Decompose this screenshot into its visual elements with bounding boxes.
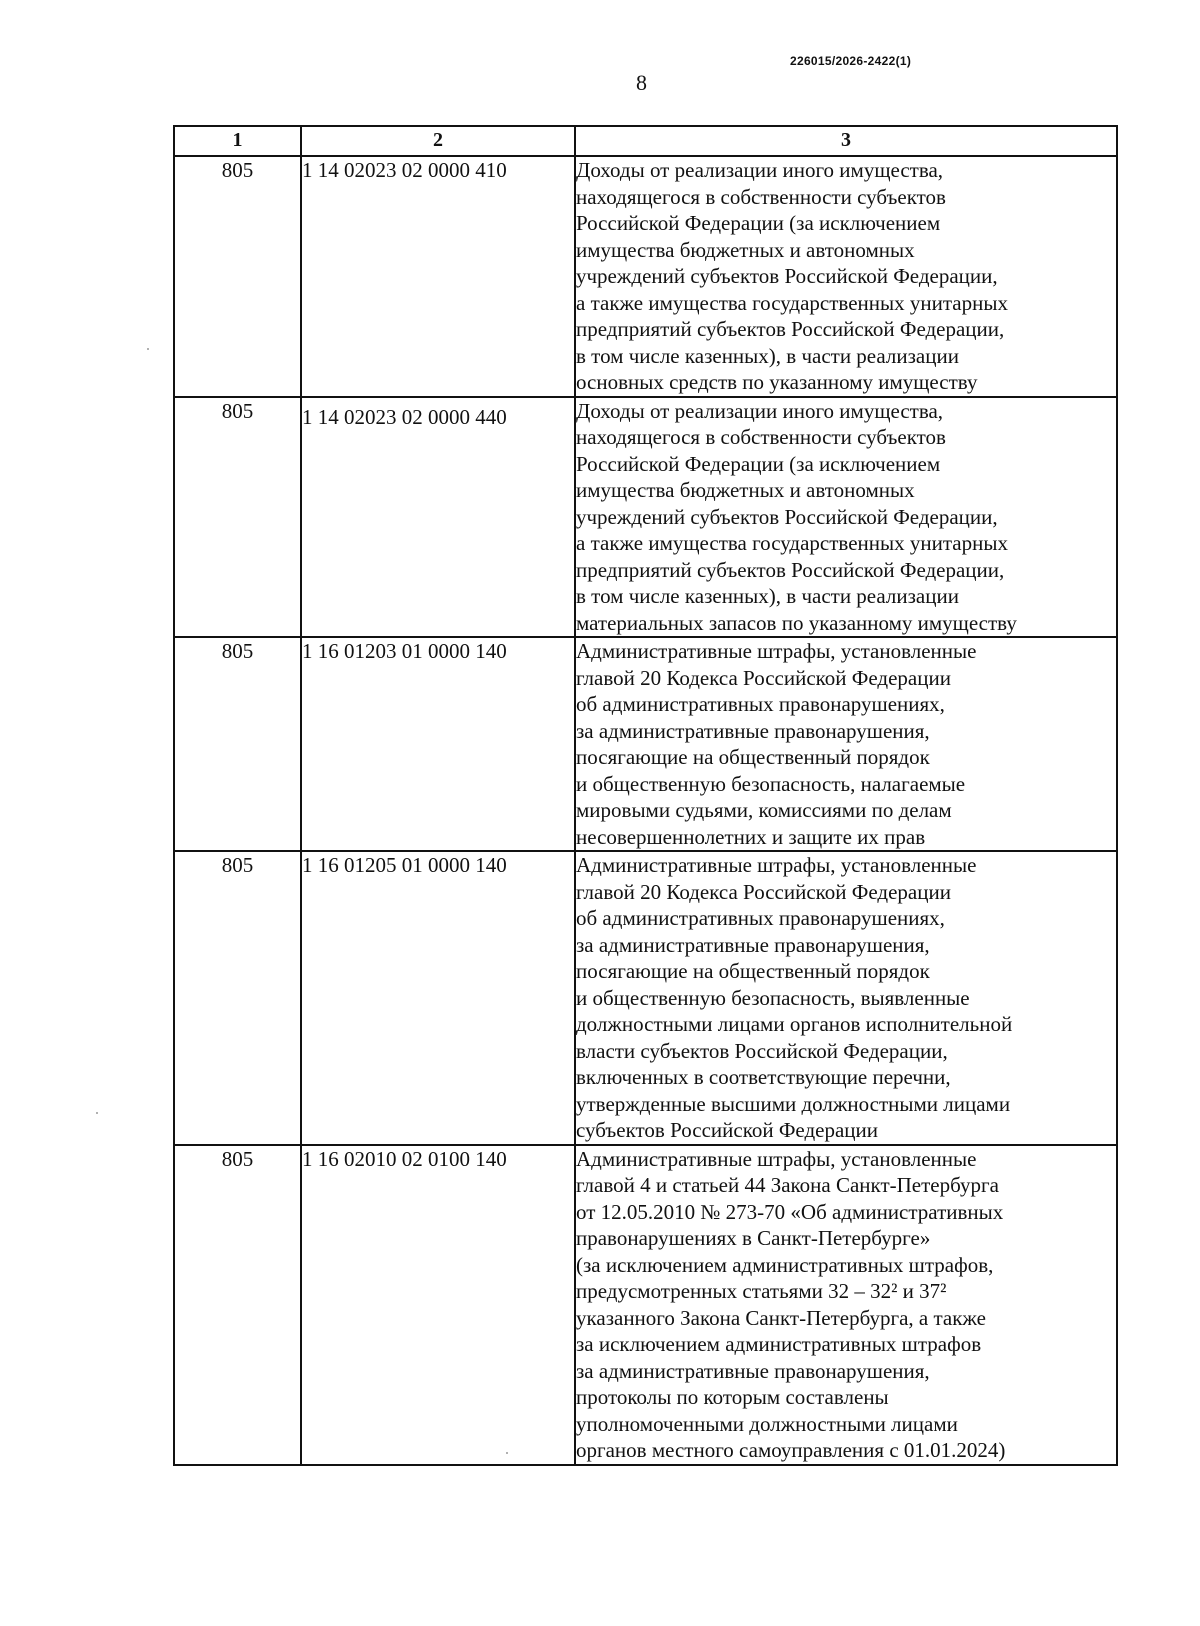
- column-header-3: 3: [575, 126, 1117, 156]
- table-row: [174, 637, 1117, 851]
- revenue-codes-table: [173, 125, 1118, 1466]
- description-cell: Административные штрафы, установленные главой 20 Кодекса Российской Федерации об административных правонарушениях, за административные правонарушения, посягающие на общественный порядок и общественную безопасность, налагаемые мировыми судьями, комиссиями по делам несовершеннолетних и защите их прав: [575, 637, 1117, 851]
- budget-code-cell: 1 16 01203 01 0000 140: [301, 637, 575, 851]
- column-header-1: 1: [174, 126, 301, 156]
- description-cell: Доходы от реализации иного имущества, находящегося в собственности субъектов Российской Федерации (за исключением имущества бюджетных и автономных учреждений субъектов Российской Федерации, а также имущества государственных унитарных предприятий субъектов Российской Федерации, в том числе казенных), в части реализации материальных запасов по указанному имуществу: [575, 397, 1117, 638]
- admin-code-cell: 805: [174, 851, 301, 1145]
- scan-speck: [147, 348, 149, 350]
- table-header-row: [174, 126, 1117, 156]
- budget-code-cell: 1 14 02023 02 0000 410: [301, 156, 575, 397]
- column-header-2: 2: [301, 126, 575, 156]
- description-cell: Административные штрафы, установленные главой 20 Кодекса Российской Федерации об административных правонарушениях, за административные правонарушения, посягающие на общественный порядок и общественную безопасность, выявленные должностными лицами органов исполнительной власти субъектов Российской Федерации, включенных в соответствующие перечни, утвержденные высшими должностными лицами субъектов Российской Федерации: [575, 851, 1117, 1145]
- table-row: [174, 1145, 1117, 1465]
- admin-code-cell: 805: [174, 397, 301, 638]
- table-row: [174, 397, 1117, 638]
- budget-code-cell: 1 16 02010 02 0100 140: [301, 1145, 575, 1465]
- description-cell: Административные штрафы, установленные главой 4 и статьей 44 Закона Санкт-Петербурга от 12.05.2010 № 273-70 «Об административных правонарушениях в Санкт-Петербурге» (за исключением административных штрафов, предусмотренных статьями 32 – 32² и 37² указанного Закона Санкт-Петербурга, а также за исключением административных штрафов за административные правонарушения, протоколы по которым составлены уполномоченными должностными лицами органов местного самоуправления с 01.01.2024): [575, 1145, 1117, 1465]
- admin-code-cell: 805: [174, 637, 301, 851]
- scan-speck: [96, 1112, 98, 1114]
- scan-speck: [506, 1452, 508, 1454]
- document-id: 226015/2026-2422(1): [790, 54, 912, 68]
- table-row: [174, 156, 1117, 397]
- description-cell: Доходы от реализации иного имущества, находящегося в собственности субъектов Российской Федерации (за исключением имущества бюджетных и автономных учреждений субъектов Российской Федерации, а также имущества государственных унитарных предприятий субъектов Российской Федерации, в том числе казенных), в части реализации основных средств по указанному имуществу: [575, 156, 1117, 397]
- budget-code-cell: 1 16 01205 01 0000 140: [301, 851, 575, 1145]
- admin-code-cell: 805: [174, 1145, 301, 1465]
- table-row: [174, 851, 1117, 1145]
- budget-code-cell: 1 14 02023 02 0000 440: [301, 397, 575, 638]
- page-number: 8: [636, 70, 647, 95]
- admin-code-cell: 805: [174, 156, 301, 397]
